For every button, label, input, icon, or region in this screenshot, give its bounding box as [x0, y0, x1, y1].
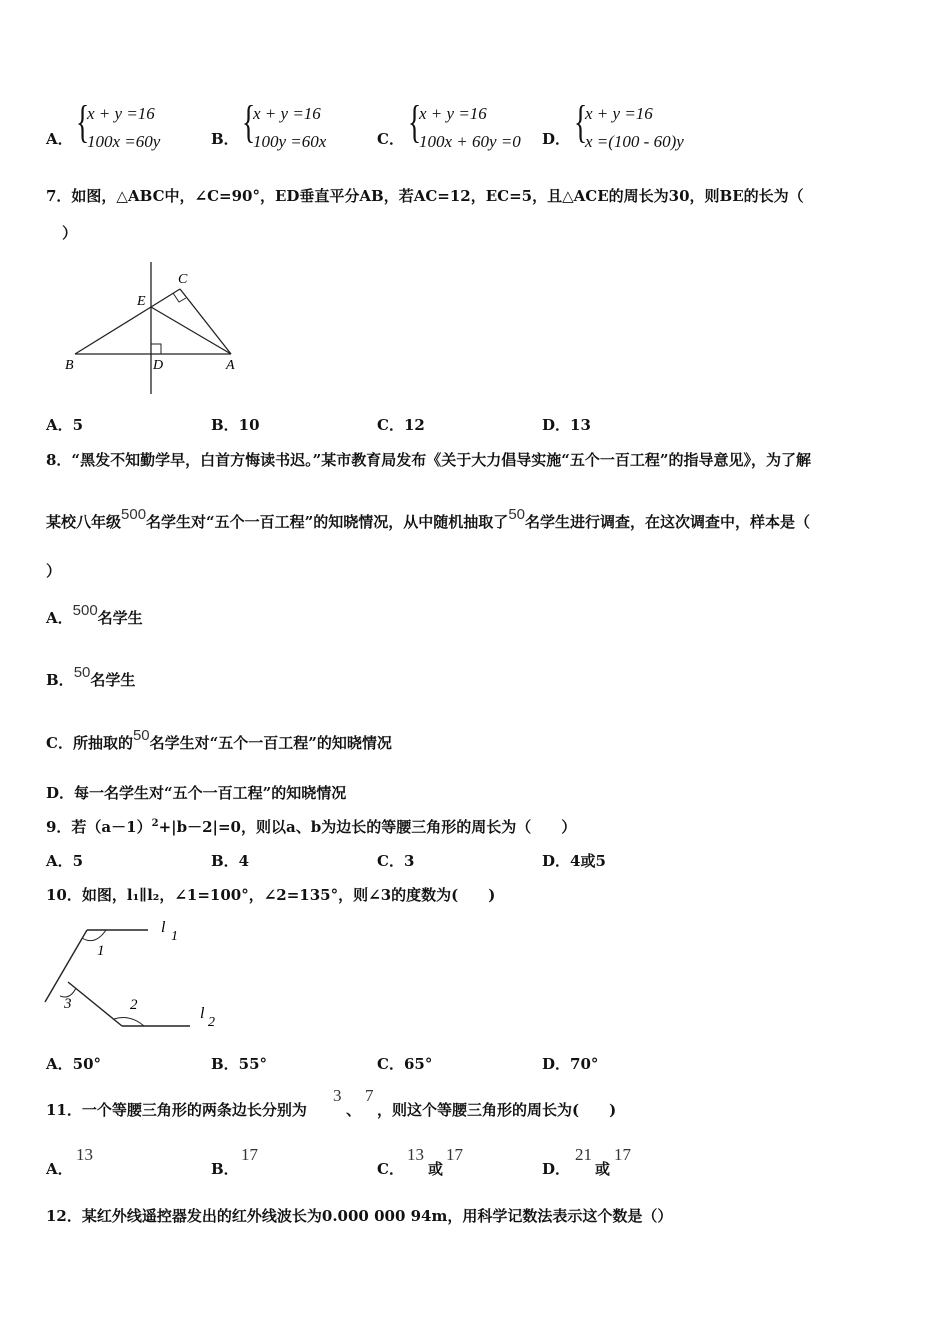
q8-line2-c: 名学生进行调查，在这次调查中，样本是（	[525, 513, 811, 531]
q9-stem-sup: 2	[151, 818, 159, 829]
segment-ea	[151, 307, 231, 354]
q8-option-c-num: 50	[132, 727, 150, 744]
q7-stem: 7．如图，△ABC中，∠C=90°，ED垂直平分AB，若AC=12，EC=5，且△ACE的周长为30，则BE的长为（	[46, 187, 804, 205]
q7-option-c: C．12	[377, 416, 425, 434]
q8-option-c-label: C．所抽取的	[46, 734, 133, 752]
q8-line1: 8．“黑发不知勤学早，白首方悔读书迟。”某市教育局发布《关于大力倡导实施“五个一百工程”的指导意见》，为了解	[46, 451, 811, 469]
label-e: E	[137, 294, 146, 309]
q6-option-a-label: A．	[46, 130, 73, 148]
q6-option-b-eq2: 100y =60x	[253, 132, 327, 151]
q9-stem-b: +|b－2|=0，则以a、b为边长的等腰三角形的周长为（ ）	[158, 818, 577, 836]
transversal-upper	[45, 930, 87, 1002]
q11-option-c-num1: 13	[407, 1145, 424, 1164]
q11-option-c-num2: 17	[446, 1145, 463, 1164]
q6-option-d-label: D．	[542, 130, 571, 148]
q12-stem: 12．某红外线遥控器发出的红外线波长为0.000 000 94m，用科学记数法表示这个数是（）	[46, 1207, 673, 1225]
q6-option-c-eq1: x + y =16	[419, 104, 487, 123]
angle-3-label: 3	[64, 996, 72, 1012]
q8-option-a	[46, 602, 143, 628]
q8-line3: ）	[46, 562, 62, 580]
q6-option-d-eq2: x =(100 - 60)y	[585, 132, 684, 151]
q6-option-b-label: B．	[211, 130, 239, 148]
q11-stem-b: ，则这个等腰三角形的周长为( )	[377, 1101, 617, 1119]
q11-option-a-label: A．	[46, 1160, 73, 1178]
q11-stem-a: 11．一个等腰三角形的两条边长分别为	[46, 1101, 307, 1119]
q11-option-b-label: B．	[211, 1160, 239, 1178]
q9-option-a: A．5	[46, 852, 84, 870]
label-l1: l	[161, 919, 166, 936]
q11-sep: 、	[346, 1101, 362, 1119]
q10-option-c: C．65°	[377, 1055, 433, 1073]
q10-stem: 10．如图，l₁∥l₂，∠1=100°，∠2=135°，则∠3的度数为( )	[46, 886, 496, 904]
q6-option-a-eq2: 100x =60y	[87, 132, 161, 151]
q9-stem	[46, 818, 576, 839]
label-b: B	[65, 358, 74, 373]
q11-num-3: 3	[333, 1086, 342, 1105]
q7-option-b: B．10	[211, 416, 260, 434]
q11-option-c-or: 或	[428, 1160, 444, 1178]
label-l1-sub: 1	[171, 929, 178, 944]
q9-option-c: C．3	[377, 852, 415, 870]
q7-stem-end: ）	[62, 224, 78, 242]
q10-option-d: D．70°	[542, 1055, 599, 1073]
q8-num-500: 500	[121, 506, 147, 523]
q11-option-b-num: 17	[241, 1145, 258, 1164]
label-l2: l	[200, 1005, 205, 1022]
brace-icon: {	[574, 96, 588, 147]
brace-icon: {	[242, 96, 256, 147]
q10-option-b: B．55°	[211, 1055, 268, 1073]
q6-option-c-label: C．	[377, 130, 404, 148]
q7-triangle-figure	[55, 258, 255, 398]
q8-option-a-label: A．	[46, 609, 73, 627]
q9-stem-a: 9．若（a－1）	[46, 818, 152, 836]
segment-ec	[151, 289, 180, 307]
q6-option-d-eq1: x + y =16	[585, 104, 653, 123]
q6-option-b-eq1: x + y =16	[253, 104, 321, 123]
q7-option-d: D．13	[542, 416, 591, 434]
q8-option-a-text: 名学生	[97, 609, 143, 627]
q10-parallel-lines-figure	[40, 918, 230, 1038]
q11-option-c-label: C．	[377, 1160, 404, 1178]
angle-1-label: 1	[97, 943, 105, 959]
q8-option-b-num: 50	[73, 664, 91, 681]
q7-option-a: A．5	[46, 416, 84, 434]
q9-option-b: B．4	[211, 852, 250, 870]
label-l2-sub: 2	[208, 1015, 215, 1030]
angle-2-arc-icon	[114, 1018, 144, 1026]
q11-num-7: 7	[365, 1086, 374, 1105]
q11-option-d-num1: 21	[575, 1145, 592, 1164]
q10-option-a: A．50°	[46, 1055, 102, 1073]
q8-option-b-label: B．	[46, 671, 74, 689]
right-angle-d-icon	[151, 344, 161, 354]
q8-option-b	[46, 664, 136, 690]
q8-option-a-num: 500	[72, 602, 98, 619]
brace-icon: {	[76, 96, 90, 147]
q8-num-50: 50	[508, 506, 525, 523]
q8-line2-a: 某校八年级	[46, 513, 122, 531]
q11-option-a-num: 13	[76, 1145, 93, 1164]
q6-option-c-eq2: 100x + 60y =0	[419, 132, 521, 151]
angle-2-label: 2	[130, 997, 138, 1013]
q8-option-d: D．每一名学生对“五个一百工程”的知晓情况	[46, 784, 347, 802]
q11-option-d-or: 或	[595, 1160, 611, 1178]
q6-option-a-eq1: x + y =16	[87, 104, 155, 123]
q8-option-c-text: 名学生对“五个一百工程”的知晓情况	[149, 734, 392, 752]
segment-ca	[180, 289, 231, 354]
q8-line2	[46, 506, 811, 532]
segment-be	[75, 307, 151, 354]
q11-option-d-num2: 17	[614, 1145, 631, 1164]
q9-option-d: D．4或5	[542, 852, 606, 870]
q8-option-b-text: 名学生	[90, 671, 136, 689]
q8-option-c	[46, 727, 392, 753]
label-d: D	[153, 358, 164, 373]
label-a: A	[226, 358, 235, 373]
q8-line2-b: 名学生对“五个一百工程”的知晓情况，从中随机抽取了	[146, 513, 509, 531]
label-c: C	[178, 272, 188, 287]
brace-icon: {	[408, 96, 422, 147]
q11-option-d-label: D．	[542, 1160, 571, 1178]
